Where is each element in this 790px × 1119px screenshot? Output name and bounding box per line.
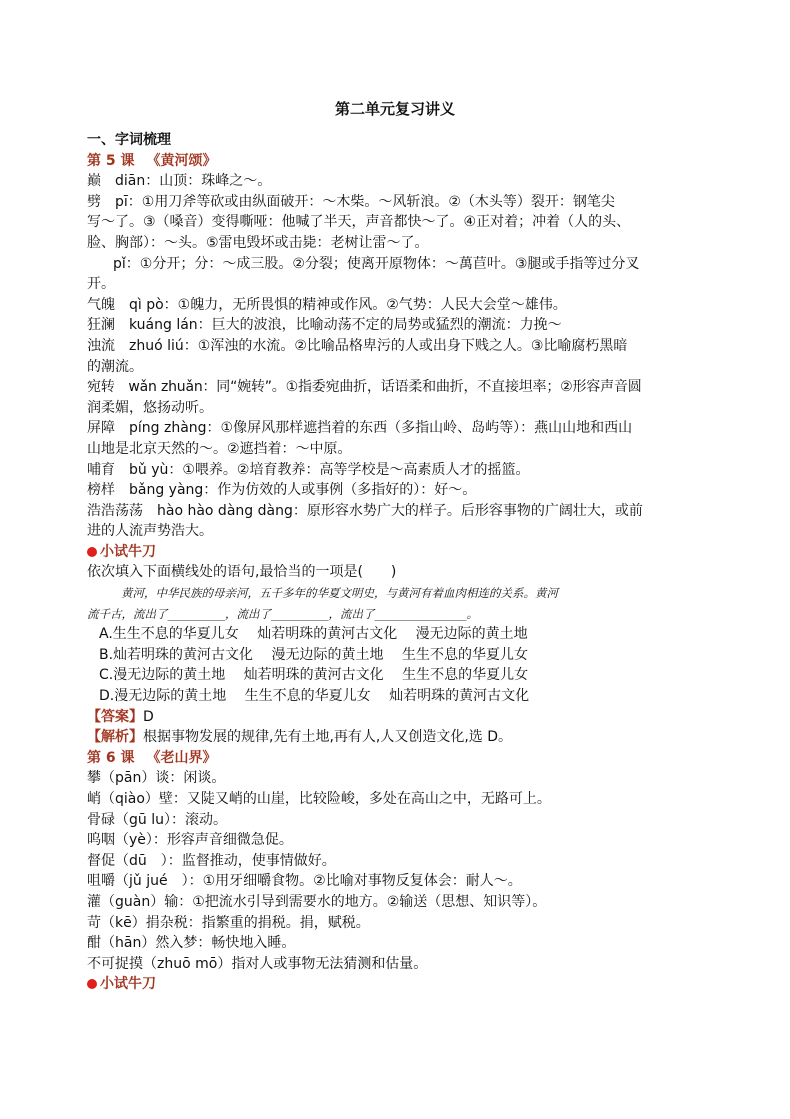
- red-bullet-icon: [87, 547, 97, 557]
- vocab-entry: 浩浩荡荡 hào hào dàng dàng：原形容水势广大的样子。后形容事物的广阔壮大，或前: [87, 502, 643, 519]
- lesson-title: 《黄河颂》: [146, 152, 217, 169]
- document-body: [87, 130, 717, 995]
- vocab-entry: 浊流 zhuó liú：①浑浊的水流。②比喻品格卑污的人或出身下贱之人。③比喻腐朽黑暗: [87, 337, 628, 354]
- page-title: 第二单元复习讲义: [334, 100, 455, 118]
- exercise-label: 小试牛刀: [100, 543, 156, 560]
- exercise-label: 小试牛刀: [100, 976, 156, 993]
- vocab-entry: 榜样 bǎng yàng：作为仿效的人或事例（多指好的）：好～。: [87, 482, 477, 499]
- vocab-entry: 劈 pī：①用刀斧等砍或由纵面破开：～木柴。～风斩浪。②（木头等）裂开：钢笔尖: [87, 193, 615, 210]
- analysis-text: 根据事物发展的规律,先有土地,再有人,人又创造文化,选 D。: [143, 729, 513, 746]
- lesson-number: 第 5 课: [87, 152, 135, 169]
- answer-line: [87, 707, 717, 728]
- vocab-entry: 督促（dū ）：监督推动，使事情做好。: [87, 852, 336, 869]
- question-passage: 黄河，中华民族的母亲河，五千多年的华夏文明史，与黄河有着血肉相连的关系。黄河: [121, 586, 558, 601]
- vocab-entry: 攀（pān）谈：闲谈。: [87, 770, 226, 787]
- section-heading: 一、字词梳理: [87, 132, 171, 148]
- exercise-heading: [87, 542, 717, 563]
- vocab-entry: 灌（guàn）输：①把流水引导到需要水的地方。②输送（思想、知识等）。: [87, 893, 547, 910]
- vocab-entry-cont: 开。: [87, 276, 115, 293]
- vocab-entry-cont: 的潮流。: [87, 358, 143, 375]
- answer-label: 【答案】: [87, 708, 143, 725]
- option-b: B.灿若明珠的黄河古文化 漫无边际的黄土地 生生不息的华夏儿女: [99, 646, 528, 663]
- lesson-title: 《老山界》: [146, 749, 217, 766]
- lesson-heading: [87, 748, 717, 769]
- vocab-entry: 哺育 bǔ yù：①喂养。②培育教养：高等学校是～高素质人才的摇篮。: [87, 461, 530, 478]
- vocab-entry: 酣（hān）然入梦：畅快地入睡。: [87, 935, 296, 952]
- vocab-entry: 呜咽（yè）：形容声音细微急促。: [87, 832, 293, 849]
- question-stem: 依次填入下面横线处的语句,最恰当的一项是( ): [87, 564, 397, 581]
- vocab-entry: 不可捉摸（zhuō mō）指对人或事物无法猜测和估量。: [87, 955, 428, 972]
- red-bullet-icon: [87, 979, 97, 989]
- vocab-entry: 气魄 qì pò：①魄力，无所畏惧的精神或作风。②气势：人民大会堂～雄伟。: [87, 296, 567, 313]
- vocab-entry: 屏障 píng zhàng：①像屏风那样遮挡着的东西（多指山岭、岛屿等）：燕山山地和西山: [87, 420, 633, 437]
- vocab-entry: 咀嚼（jǔ jué ）：①用牙细嚼食物。②比喻对事物反复体会：耐人～。: [87, 873, 522, 890]
- exercise-heading: [87, 974, 717, 995]
- lesson-number: 第 6 课: [87, 749, 135, 766]
- vocab-entry: 峭（qiào）壁：又陡又峭的山崖，比较险峻，多处在高山之中，无路可上。: [87, 791, 551, 807]
- option-d: D.漫无边际的黄土地 生生不息的华夏儿女 灿若明珠的黄河古文化: [99, 688, 530, 705]
- lesson-heading: [87, 151, 717, 172]
- vocab-entry: 宛转 wǎn zhuǎn：同“婉转”。①指委宛曲折，话语柔和曲折，不直接坦率；②形容声音圆: [87, 379, 642, 396]
- vocab-entry: 骨碌（gū lu）：滚动。: [87, 811, 227, 828]
- question-passage-cont: 流千古，流出了__________，流出了__________，流出了________________。: [87, 606, 478, 621]
- vocab-entry: 巅 diān：山顶：珠峰之～。: [87, 173, 272, 190]
- option-a: A.生生不息的华夏儿女 灿若明珠的黄河古文化 漫无边际的黄土地: [99, 626, 528, 643]
- vocab-entry: 苛（kē）捐杂税：指繁重的捐税。捐，赋税。: [87, 914, 370, 931]
- vocab-entry: 狂澜 kuáng lán：巨大的波浪，比喻动荡不定的局势或猛烈的潮流：力挽～: [87, 317, 562, 334]
- vocab-entry-cont: 山地是北京天然的～。②遮挡着：～中原。: [87, 440, 352, 457]
- vocab-entry-cont: 写～了。③（嗓音）变得嘶哑：他喊了半天，声音都快～了。④正对着；冲着（人的头、: [87, 214, 631, 231]
- vocab-entry: pǐ：①分开；分：～成三股。②分裂；使离开原物体：～萬苣叶。③腿或手指等过分叉: [113, 255, 640, 272]
- option-c: C.漫无边际的黄土地 灿若明珠的黄河古文化 生生不息的华夏儿女: [99, 667, 529, 684]
- answer-value: D: [143, 708, 154, 725]
- analysis-label: 【解析】: [87, 729, 143, 746]
- vocab-entry-cont: 润柔媚，悠扬动听。: [87, 399, 213, 416]
- analysis-line: [87, 727, 717, 748]
- vocab-entry-cont: 进的人流声势浩大。: [87, 523, 213, 540]
- vocab-entry-cont: 脸、胸部）：～头。⑤雷电毁坏或击毙：老树让雷～了。: [87, 234, 429, 251]
